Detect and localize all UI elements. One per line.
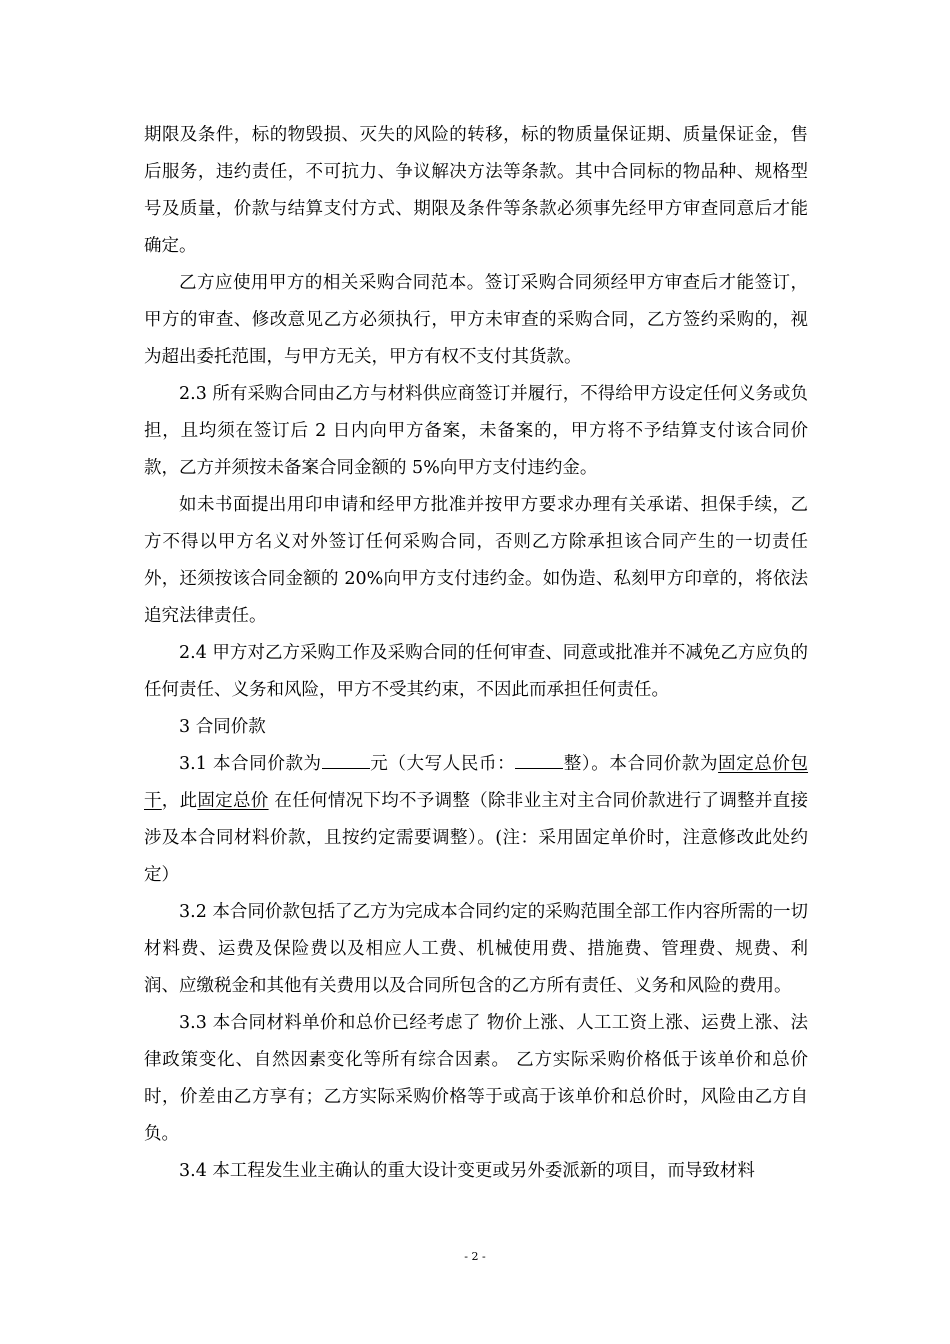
clause-3-1-text-b: 元（大写人民币： [369, 754, 516, 774]
paragraph-contract-template: 乙方应使用甲方的相关采购合同范本。签订采购合同须经甲方审查后才能签订，甲方的审查、修改意见乙方必须执行，甲方未审查的采购合同，乙方签约采购的，视为超出委托范围，与甲方无关，甲方有权不支付其货款。 [144, 273, 808, 367]
paragraph-clause-3-2: 3.2 本合同价款包括了乙方为完成本合同约定的采购范围全部工作内容所需的一切材料费、运费及保险费以及相应人工费、机械使用费、措施费、管理费、规费、利润、应缴税金和其他有关费用以及合同所包含的乙方所有责任、义务和风险的费用。 [144, 902, 808, 996]
paragraph-clause-3-1 [144, 746, 808, 894]
page-number: - 2 - [464, 1250, 486, 1263]
fixed-lump-sum-underlined: 固定总价包干 [144, 754, 809, 811]
contract-amount-blank [322, 768, 370, 769]
section-heading-contract-price: 3 合同价款 [179, 717, 266, 737]
paragraph-clause-3-4: 3.4 本工程发生业主确认的重大设计变更或另外委派新的项目，而导致材料 [179, 1161, 755, 1181]
document-body [144, 117, 808, 1190]
amount-in-words-blank [515, 768, 563, 769]
paragraph-clause-3-3: 3.3 本合同材料单价和总价已经考虑了 物价上涨、人工工资上涨、运费上涨、法律政策变化、自然因素变化等所有综合因素。 乙方实际采购价格低于该单价和总价时，价差由乙方享有；乙方实际采购价格等于或高于该单价和总价时，风险由乙方自负。 [144, 1013, 808, 1144]
clause-3-1-text-c: 整）。本合同价款为 [563, 754, 719, 774]
paragraph-clause-2-4: 2.4 甲方对乙方采购工作及采购合同的任何审查、同意或批准并不减免乙方应负的任何责任、义务和风险，甲方不受其约束，不因此而承担任何责任。 [144, 643, 808, 700]
paragraph-continuation: 期限及条件，标的物毁损、灭失的风险的转移，标的物质量保证期、质量保证金，售后服务，违约责任，不可抗力、争议解决方法等条款。其中合同标的物品种、规格型号及质量，价款与结算支付方式、期限及条件等条款必须事先经甲方审查同意后才能确定。 [144, 125, 808, 256]
fixed-total-price-underlined: 固定总价 [197, 791, 269, 811]
clause-3-1-text-a: 3.1 本合同价款为 [179, 754, 322, 774]
paragraph-clause-2-3: 2.3 所有采购合同由乙方与材料供应商签订并履行，不得给甲方设定任何义务或负担，且均须在签订后 2 日内向甲方备案，未备案的，甲方将不予结算支付该合同价款，乙方并须按未备案合同金额的 5%向甲方支付违约金。 [144, 384, 808, 478]
paragraph-seal-application: 如未书面提出用印申请和经甲方批准并按甲方要求办理有关承诺、担保手续，乙方不得以甲方名义对外签订任何采购合同，否则乙方除承担该合同产生的一切责任外，还须按该合同金额的 20%向甲方支付违约金。如伪造、私刻甲方印章的，将依法追究法律责任。 [144, 495, 808, 626]
clause-3-1-text-d: ，此 [161, 791, 198, 811]
clause-3-1-text-e: 在任何情况下均不予调整（除非业主对主合同价款进行了调整并直接涉及本合同材料价款，且按约定需要调整）。(注：采用固定单价时，注意修改此处约定） [144, 791, 809, 885]
